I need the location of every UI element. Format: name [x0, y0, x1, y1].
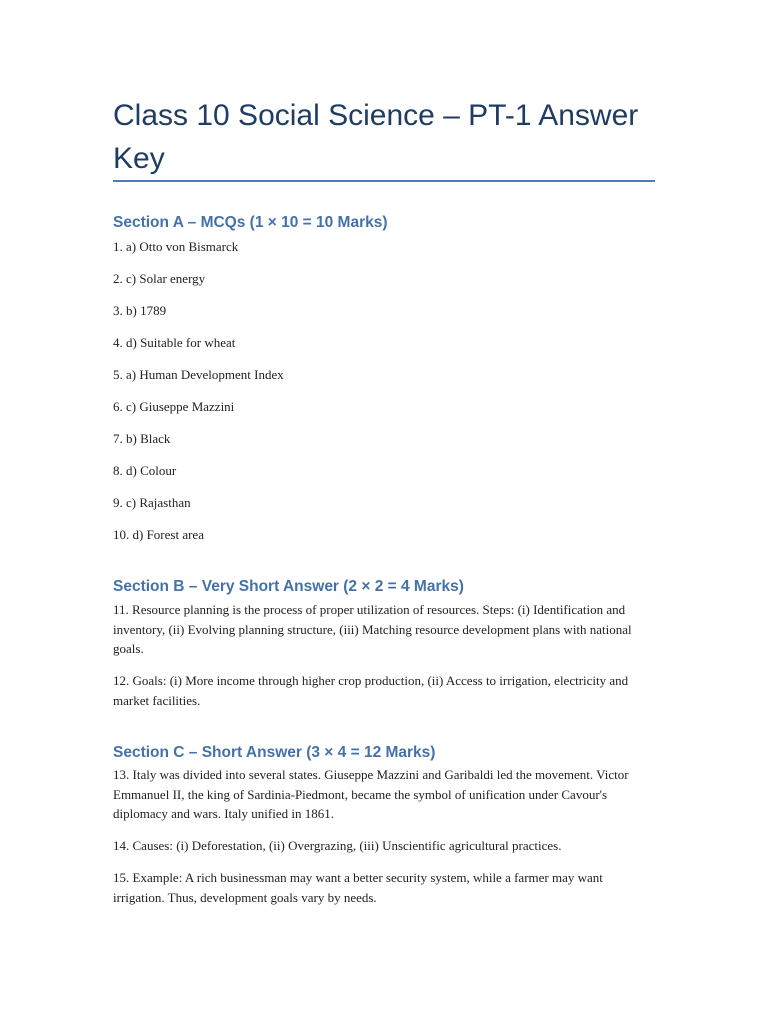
- answer-item: 12. Goals: (i) More income through higher crop production, (ii) Access to irrigation, electricity and market facilities.: [113, 673, 629, 708]
- document-title: Class 10 Social Science – PT-1 Answer Key: [113, 99, 639, 175]
- answer-item: 7. b) Black: [113, 431, 171, 446]
- title-underline: [113, 180, 655, 182]
- section-b-heading: Section B – Very Short Answer (2 × 2 = 4 Marks): [113, 578, 464, 595]
- answer-item: 8. d) Colour: [113, 463, 177, 478]
- answer-item: 13. Italy was divided into several states. Giuseppe Mazzini and Garibaldi led the movement. Victor Emmanuel II, the king of Sardinia-Piedmont, became the symbol of unification under Cavour's diplomacy and wars. Italy unified in 1861.: [113, 767, 629, 821]
- section-a-heading: Section A – MCQs (1 × 10 = 10 Marks): [113, 214, 388, 231]
- answer-item: 14. Causes: (i) Deforestation, (ii) Overgrazing, (iii) Unscientific agricultural practices.: [113, 838, 562, 853]
- answer-item: 9. c) Rajasthan: [113, 495, 191, 510]
- section-c-heading: Section C – Short Answer (3 × 4 = 12 Marks): [113, 744, 436, 761]
- answer-item: 2. c) Solar energy: [113, 271, 206, 286]
- answer-item: 6. c) Giuseppe Mazzini: [113, 399, 235, 414]
- answer-item: 4. d) Suitable for wheat: [113, 335, 236, 350]
- answer-item: 15. Example: A rich businessman may want a better security system, while a farmer may want irrigation. Thus, development goals vary by needs.: [113, 870, 603, 905]
- answer-item: 1. a) Otto von Bismarck: [113, 239, 239, 254]
- answer-item: 11. Resource planning is the process of proper utilization of resources. Steps: (i) Identification and inventory, (ii) Evolving planning structure, (iii) Matching resource development plans with national goals.: [113, 602, 632, 656]
- answer-item: 3. b) 1789: [113, 303, 167, 318]
- answer-item: 5. a) Human Development Index: [113, 367, 284, 382]
- answer-item: 10. d) Forest area: [113, 527, 204, 542]
